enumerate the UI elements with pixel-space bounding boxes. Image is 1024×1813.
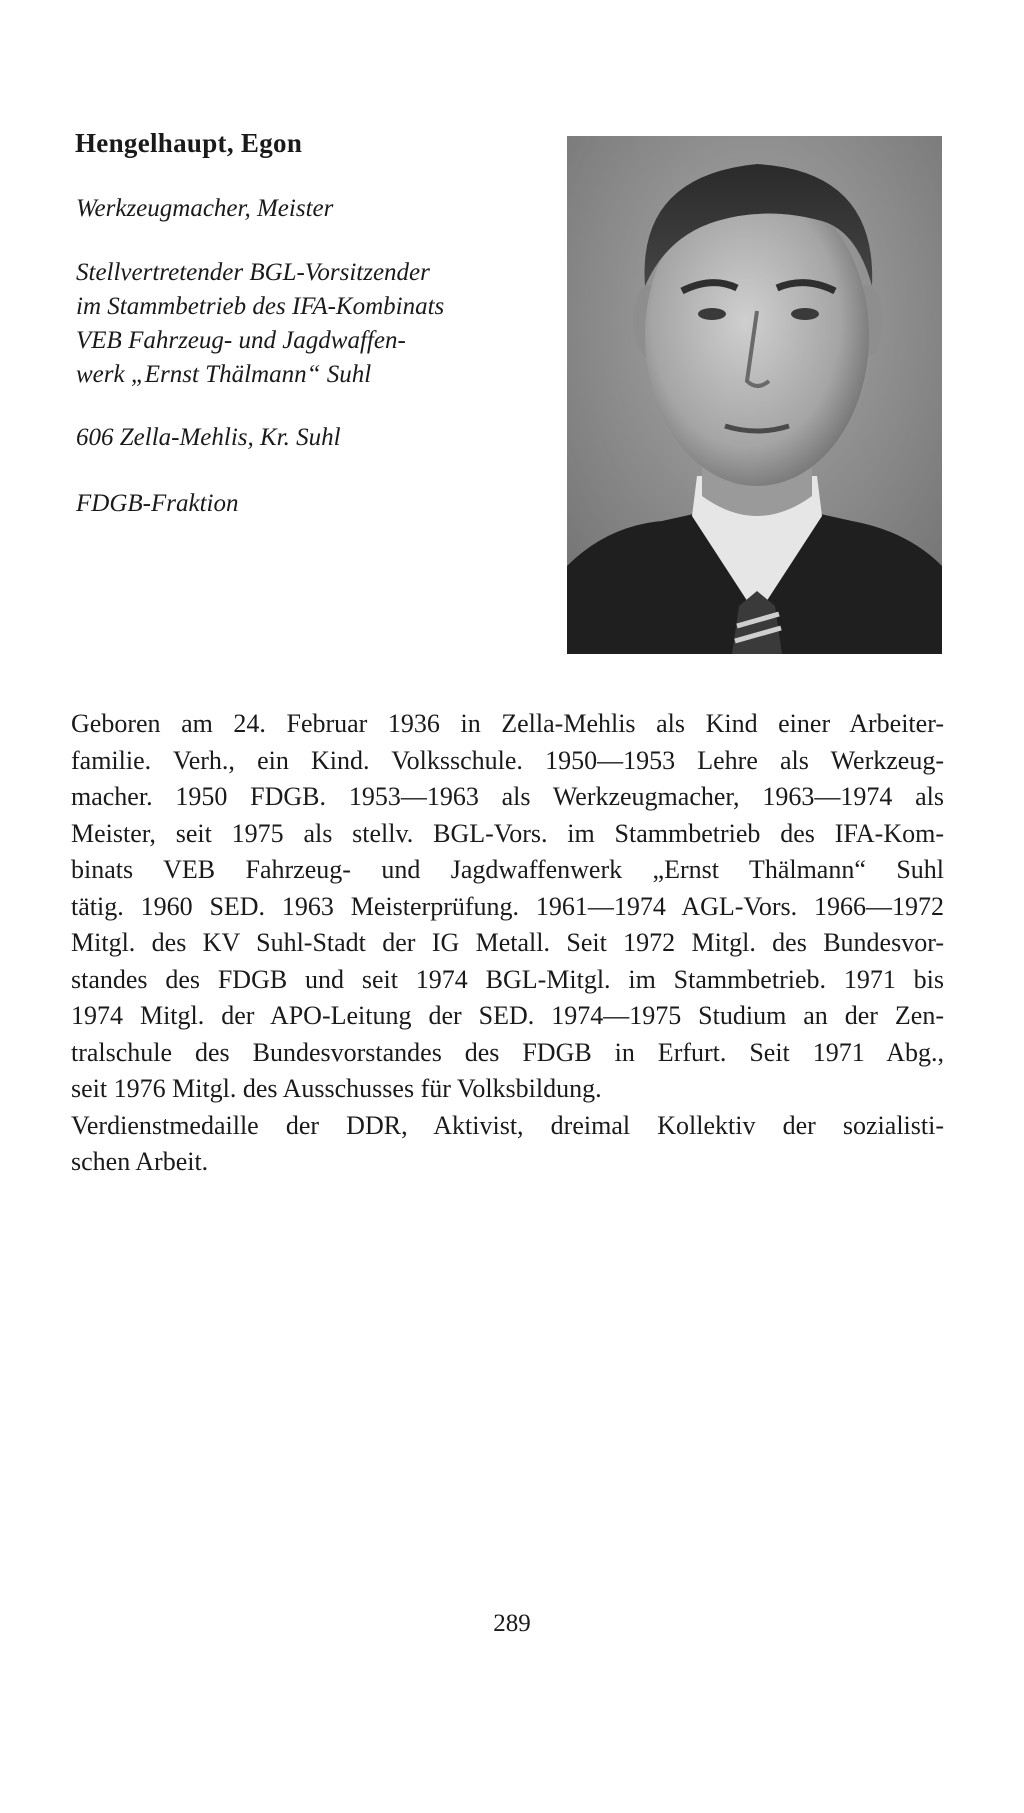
position-line: VEB Fahrzeug- und Jagdwaffen-: [76, 327, 406, 354]
biography-line: Geboren am 24. Februar 1936 in Zella-Mehlis als Kind einer Arbeiter-: [71, 709, 944, 738]
position-line: Stellvertretender BGL-Vorsitzender: [76, 259, 430, 286]
position-line: werk „Ernst Thälmann“ Suhl: [76, 361, 372, 388]
position-line: im Stammbetrieb des IFA-Kombinats: [76, 293, 445, 320]
biography-line: schen Arbeit.: [71, 1147, 209, 1176]
biography-line: Verdienstmedaille der DDR, Aktivist, dreimal Kollektiv der sozialisti-: [71, 1110, 944, 1140]
entry-faction: FDGB-Fraktion: [76, 490, 239, 517]
biography-line: macher. 1950 FDGB. 1953—1963 als Werkzeugmacher, 1963—1974 als: [71, 782, 944, 811]
biography-text: [71, 706, 944, 1181]
portrait-photo: [567, 136, 942, 654]
biography-line: familie. Verh., ein Kind. Volksschule. 1950—1953 Lehre als Werkzeug-: [71, 745, 944, 775]
biography-line: binats VEB Fahrzeug- und Jagdwaffenwerk „Ernst Thälmann“ Suhl: [71, 855, 944, 884]
page-number: 289: [493, 1610, 531, 1637]
entry-profession: Werkzeugmacher, Meister: [76, 195, 334, 222]
biography-line: standes des FDGB und seit 1974 BGL-Mitgl. im Stammbetrieb. 1971 bis: [71, 964, 944, 994]
biography-line: Mitgl. des KV Suhl-Stadt der IG Metall. Seit 1972 Mitgl. des Bundesvor-: [71, 928, 944, 957]
biography-line: tätig. 1960 SED. 1963 Meisterprüfung. 1961—1974 AGL-Vors. 1966—1972: [71, 891, 944, 921]
biography-line: seit 1976 Mitgl. des Ausschusses für Volksbildung.: [71, 1074, 602, 1103]
entry-address: 606 Zella-Mehlis, Kr. Suhl: [76, 424, 341, 451]
biography-line: Meister, seit 1975 als stellv. BGL-Vors. im Stammbetrieb des IFA-Kom-: [71, 818, 944, 848]
biography-line: 1974 Mitgl. der APO-Leitung der SED. 1974—1975 Studium an der Zen-: [71, 1001, 944, 1030]
entry-position: [76, 256, 444, 392]
biography-line: tralschule des Bundesvorstandes des FDGB in Erfurt. Seit 1971 Abg.,: [71, 1037, 944, 1067]
entry-name: Hengelhaupt, Egon: [75, 128, 303, 158]
